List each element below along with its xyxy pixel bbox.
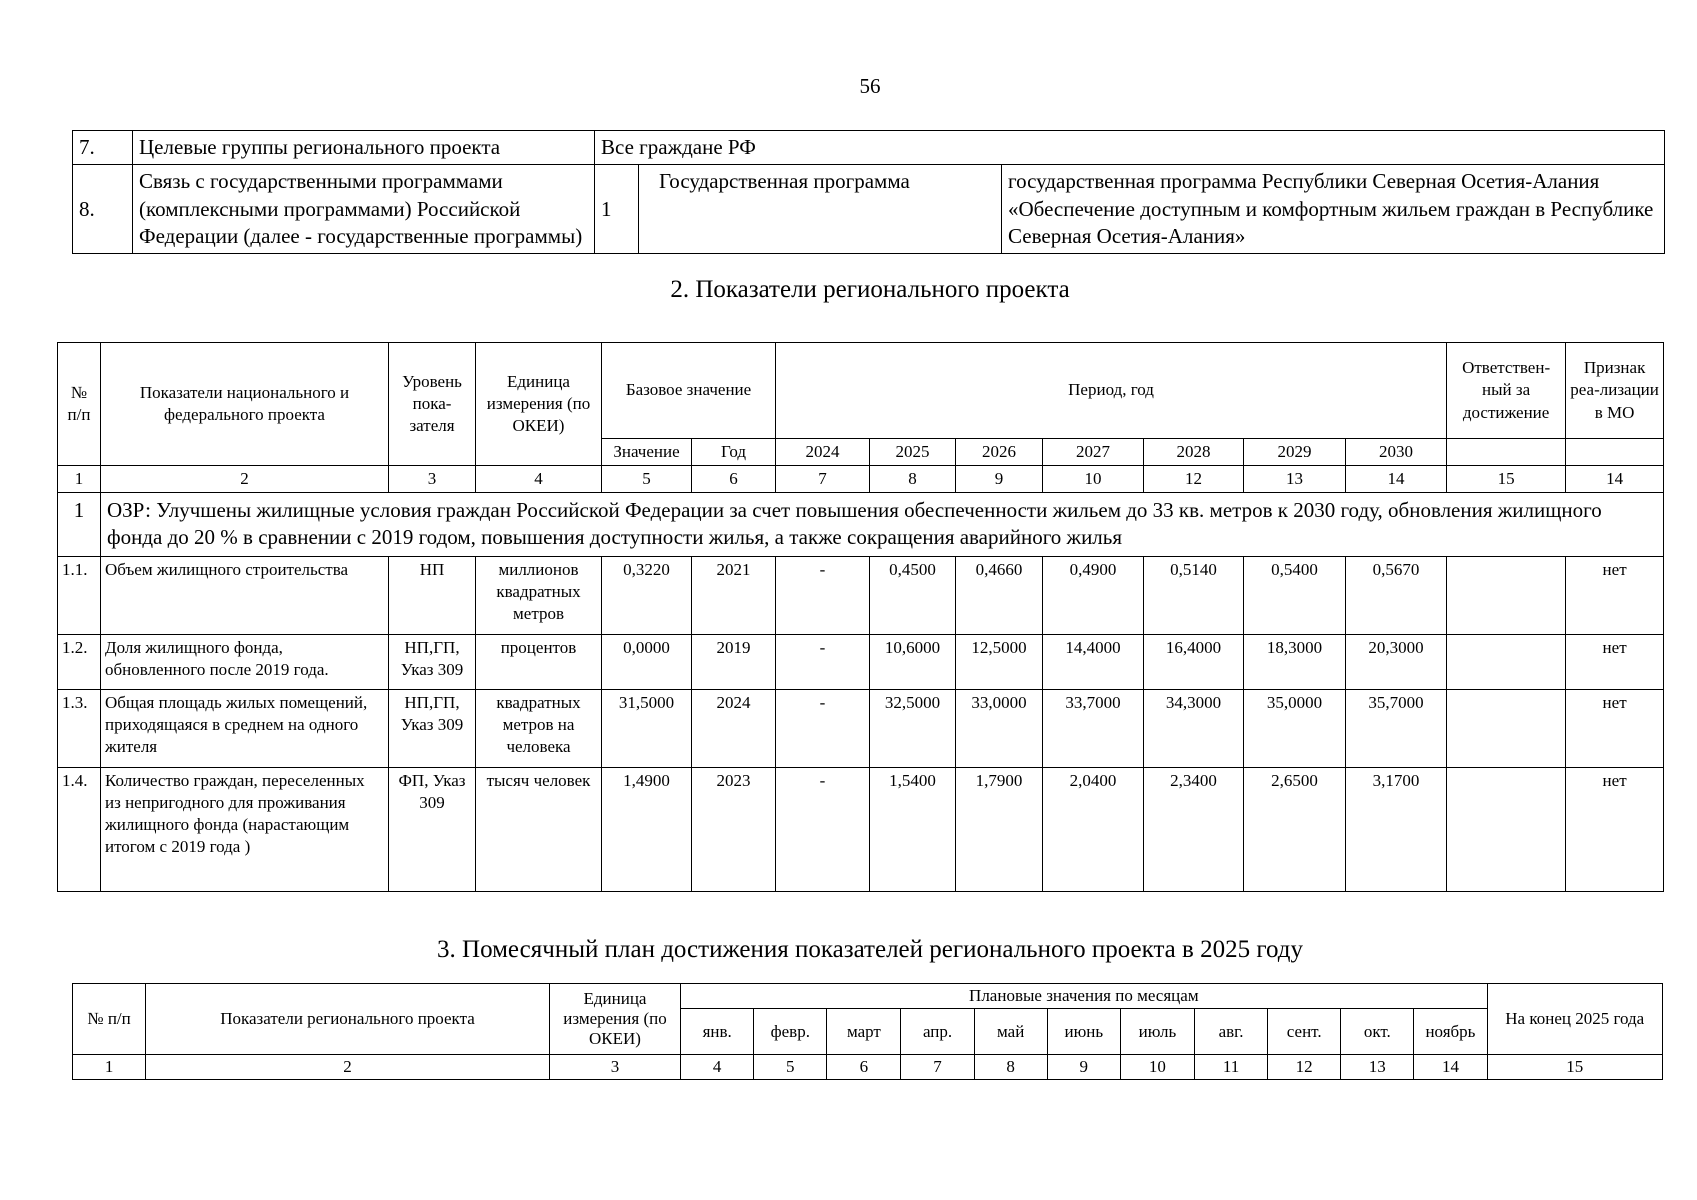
column-number: 5 <box>754 1055 827 1080</box>
table-row <box>58 767 1664 891</box>
header-month: июль <box>1120 1009 1194 1055</box>
indicator-unit: квадратных метров на человека <box>476 689 602 767</box>
column-numbers-row <box>73 1055 1663 1080</box>
header-base-value: Значение <box>602 439 692 466</box>
header-year: 2025 <box>870 439 956 466</box>
header-indicator: Показатели регионального проекта <box>146 984 550 1055</box>
value-2026: 0,4660 <box>956 556 1043 634</box>
column-number: 14 <box>1346 466 1447 493</box>
value-2024: - <box>776 689 870 767</box>
responsible <box>1447 689 1566 767</box>
header-year: 2026 <box>956 439 1043 466</box>
row-number: 1.2. <box>58 634 101 689</box>
base-value: 0,0000 <box>602 634 692 689</box>
column-number: 2 <box>101 466 389 493</box>
column-number: 15 <box>1447 466 1566 493</box>
header-month: ноябрь <box>1414 1009 1487 1055</box>
column-number: 7 <box>901 1055 974 1080</box>
value-2027: 2,0400 <box>1043 767 1144 891</box>
row-number: 1.3. <box>58 689 101 767</box>
table-row <box>58 634 1664 689</box>
column-number: 13 <box>1244 466 1346 493</box>
mo-flag: нет <box>1566 689 1664 767</box>
header-month: сент. <box>1268 1009 1341 1055</box>
header-monthly: Плановые значения по месяцам <box>681 984 1487 1009</box>
indicator-name: Доля жилищного фонда, обновленного после 2019 года. <box>101 634 389 689</box>
column-number: 1 <box>58 466 101 493</box>
value-2028: 2,3400 <box>1144 767 1244 891</box>
table-row <box>58 556 1664 634</box>
header-month: окт. <box>1341 1009 1414 1055</box>
header-num: № п/п <box>58 343 101 466</box>
header-row-1 <box>73 984 1663 1009</box>
header-year: 2028 <box>1144 439 1244 466</box>
column-number: 14 <box>1566 466 1664 493</box>
value-2030: 3,1700 <box>1346 767 1447 891</box>
value-2030: 20,3000 <box>1346 634 1447 689</box>
header-year: 2030 <box>1346 439 1447 466</box>
passport-row-8 <box>73 165 1665 254</box>
column-numbers-row <box>58 466 1664 493</box>
value-2030: 35,7000 <box>1346 689 1447 767</box>
header-month: июнь <box>1047 1009 1120 1055</box>
page-number: 56 <box>859 74 881 98</box>
base-year: 2024 <box>692 689 776 767</box>
column-number: 13 <box>1341 1055 1414 1080</box>
indicator-level: НП <box>389 556 476 634</box>
row-number: 8. <box>73 165 133 254</box>
value-2029: 2,6500 <box>1244 767 1346 891</box>
column-number: 6 <box>692 466 776 493</box>
column-number: 9 <box>1047 1055 1120 1080</box>
indicator-name: Общая площадь жилых помещений, приходящаяся в среднем на одного жителя <box>101 689 389 767</box>
column-number: 5 <box>602 466 692 493</box>
row-label: Целевые группы регионального проекта <box>133 131 595 165</box>
indicator-level: НП,ГП, Указ 309 <box>389 689 476 767</box>
value-2028: 0,5140 <box>1144 556 1244 634</box>
base-year: 2021 <box>692 556 776 634</box>
value-2027: 33,7000 <box>1043 689 1144 767</box>
indicator-level: НП,ГП, Указ 309 <box>389 634 476 689</box>
base-value: 31,5000 <box>602 689 692 767</box>
value-2026: 12,5000 <box>956 634 1043 689</box>
header-end: На конец 2025 года <box>1487 984 1662 1055</box>
value-2030: 0,5670 <box>1346 556 1447 634</box>
value-2028: 16,4000 <box>1144 634 1244 689</box>
header-month: апр. <box>901 1009 974 1055</box>
section-2-title: 2. Показатели регионального проекта <box>670 276 1070 303</box>
value-2024: - <box>776 556 870 634</box>
program-number: 1 <box>595 165 639 254</box>
header-month: янв. <box>681 1009 754 1055</box>
header-base: Базовое значение <box>602 343 776 439</box>
indicator-unit: миллионов квадратных метров <box>476 556 602 634</box>
value-2026: 1,7900 <box>956 767 1043 891</box>
header-mo: Признак реа-лизации в МО <box>1566 343 1664 439</box>
table-row <box>58 689 1664 767</box>
column-number: 7 <box>776 466 870 493</box>
value-2025: 10,6000 <box>870 634 956 689</box>
column-number: 9 <box>956 466 1043 493</box>
header-year: 2027 <box>1043 439 1144 466</box>
value-2029: 0,5400 <box>1244 556 1346 634</box>
value-2024: - <box>776 634 870 689</box>
column-number: 10 <box>1120 1055 1194 1080</box>
row-number: 7. <box>73 131 133 165</box>
column-number: 6 <box>827 1055 901 1080</box>
goal-number: 1 <box>58 493 101 557</box>
monthly-plan-table <box>72 983 1663 1080</box>
column-number: 12 <box>1144 466 1244 493</box>
value-2029: 35,0000 <box>1244 689 1346 767</box>
mo-flag: нет <box>1566 556 1664 634</box>
column-number: 10 <box>1043 466 1144 493</box>
header-unit: Единица измерения (по ОКЕИ) <box>476 343 602 466</box>
header-level: Уровень пока-зателя <box>389 343 476 466</box>
value-2025: 32,5000 <box>870 689 956 767</box>
value-2027: 14,4000 <box>1043 634 1144 689</box>
column-number: 8 <box>870 466 956 493</box>
header-year: 2029 <box>1244 439 1346 466</box>
value-2024: - <box>776 767 870 891</box>
program-name: государственная программа Республики Северная Осетия-Алания «Обеспечение доступным и комфортным жильем граждан в Республике Северная Осетия-Алания» <box>1002 165 1665 254</box>
indicators-table <box>57 342 1664 892</box>
mo-flag: нет <box>1566 767 1664 891</box>
column-number: 14 <box>1414 1055 1487 1080</box>
indicator-unit: процентов <box>476 634 602 689</box>
section-3-title: 3. Помесячный план достижения показателей регионального проекта в 2025 году <box>437 936 1303 963</box>
header-num: № п/п <box>73 984 146 1055</box>
indicator-level: ФП, Указ 309 <box>389 767 476 891</box>
responsible <box>1447 634 1566 689</box>
indicator-name: Объем жилищного строительства <box>101 556 389 634</box>
goal-text: ОЗР: Улучшены жилищные условия граждан Российской Федерации за счет повышения обеспеченности жильем до 33 кв. метров к 2030 году, обновления жилищного фонда до 20 % в сравнении с 2019 годом, повышения доступности жилья, а также сокращения аварийного жилья <box>101 493 1664 557</box>
header-period: Период, год <box>776 343 1447 439</box>
value-2029: 18,3000 <box>1244 634 1346 689</box>
column-number: 15 <box>1487 1055 1662 1080</box>
header-indicator: Показатели национального и федерального проекта <box>101 343 389 466</box>
base-value: 0,3220 <box>602 556 692 634</box>
header-month: март <box>827 1009 901 1055</box>
header-row-1 <box>58 343 1664 439</box>
header-base-year: Год <box>692 439 776 466</box>
header-month: февр. <box>754 1009 827 1055</box>
column-number: 4 <box>476 466 602 493</box>
responsible <box>1447 556 1566 634</box>
value-2025: 1,5400 <box>870 767 956 891</box>
mo-flag: нет <box>1566 634 1664 689</box>
row-value: Все граждане РФ <box>595 131 1665 165</box>
header-responsible: Ответствен-ный за достижение <box>1447 343 1566 439</box>
column-number: 3 <box>389 466 476 493</box>
header-unit: Единица измерения (по ОКЕИ) <box>549 984 680 1055</box>
header-month: авг. <box>1194 1009 1267 1055</box>
indicator-name: Количество граждан, переселенных из непригодного для проживания жилищного фонда (нарастающим итогом с 2019 года ) <box>101 767 389 891</box>
header-month: май <box>974 1009 1047 1055</box>
column-number: 12 <box>1268 1055 1341 1080</box>
goal-row <box>58 493 1664 557</box>
base-year: 2019 <box>692 634 776 689</box>
column-number: 2 <box>146 1055 550 1080</box>
responsible <box>1447 767 1566 891</box>
value-2025: 0,4500 <box>870 556 956 634</box>
row-number: 1.4. <box>58 767 101 891</box>
column-number: 8 <box>974 1055 1047 1080</box>
column-number: 11 <box>1194 1055 1267 1080</box>
value-2027: 0,4900 <box>1043 556 1144 634</box>
row-number: 1.1. <box>58 556 101 634</box>
value-2026: 33,0000 <box>956 689 1043 767</box>
column-number: 3 <box>549 1055 680 1080</box>
column-number: 4 <box>681 1055 754 1080</box>
header-year: 2024 <box>776 439 870 466</box>
passport-row-7 <box>73 131 1665 165</box>
base-value: 1,4900 <box>602 767 692 891</box>
indicator-unit: тысяч человек <box>476 767 602 891</box>
base-year: 2023 <box>692 767 776 891</box>
column-number: 1 <box>73 1055 146 1080</box>
value-2028: 34,3000 <box>1144 689 1244 767</box>
program-type: Государственная программа <box>639 165 1002 254</box>
passport-table <box>72 130 1665 254</box>
row-label: Связь с государственными программами (комплексными программами) Российской Федерации (далее - государственные программы) <box>133 165 595 254</box>
